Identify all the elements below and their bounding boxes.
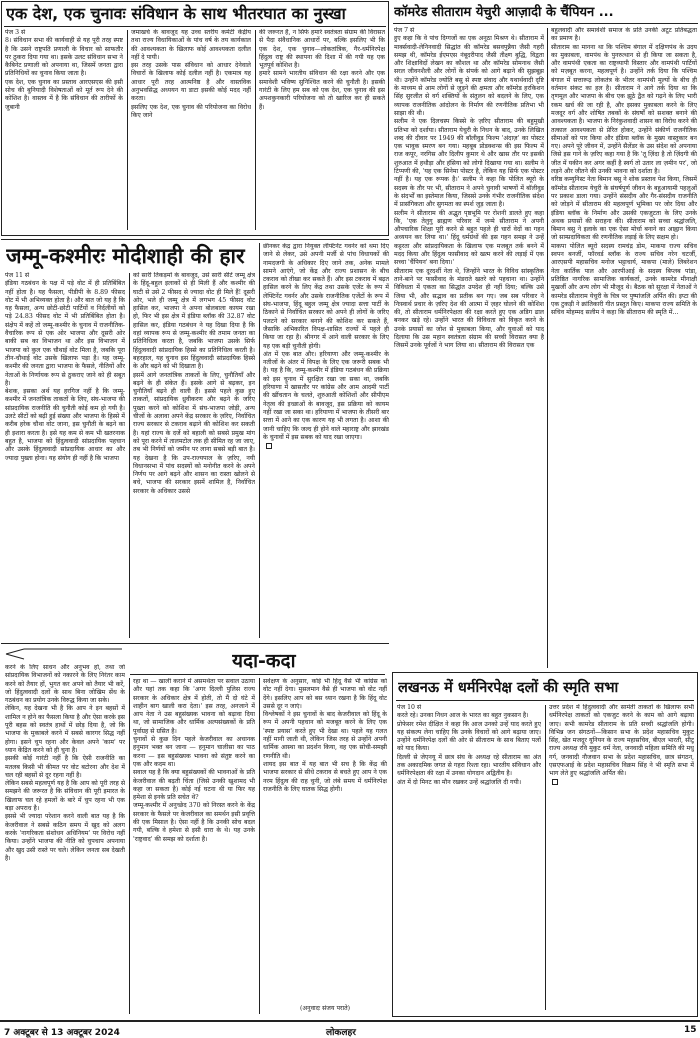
column-divider: [259, 678, 260, 1014]
column-text: पेज 10 से करते रहे। उनका निधन आज के भारत का बहुत नुकसान है। प्रोफेसर रमेश दीक्षित ने कहा कि आज उनको उन्हें याद करते हुए यह संकल्प लेना चाहिए कि उनके विचारों को आगे बढ़ाया जाए। उन्होंने धर्मनिरपेक्ष दलों की ओर से सीताराम के साथ बिताए पलों को याद किया। दिल्ली से जेएनयू में छात्र संघ के अध्यक्ष रहे सीताराम का अंत तक अकादमिक जगत से गहरा रिश्ता रहा। भारतीय संविधान और धर्मनिरपेक्षता की रक्षा में उनका योगदान अद्वितीय है। अंत में दो मिनट का मौन रखकर उन्हें श्रद्धांजलि दी गयी।: [397, 704, 541, 786]
column-divider: [129, 273, 130, 638]
column-text: पेज 11 से इंडिया गठबंधन के पक्ष में पड़े वोट में ही प्रतिबिंबित नहीं होता है। यह फैसला, पीडीपी के 8.89 फीसद वोट में भी अभिव्यक्त होता है। और बात जो यह है कि यह फैसला, अन्य छोटी-छोटी पार्टियों व निर्दलीयों को पड़े 24.83 फीसद वोट में भी प्रतिबिंबित होता है। संक्षेप में कहें तो जम्मू-कश्मीर के चुनाव में राजनीतिक-वैचारिक रूप से एक ओर भाजपा और दूसरी ओर बाकी सब का विभाजन था और इस विभाजन में भाजपा को कुल एक चौथाई वोट मिला है, जबकि पूरा तीन-चौथाई वोट उसके खिलाफ पड़ा है। यह जम्मू-कश्मीर की जनता द्वारा भाजपा के फैसले, नीतियों और नेताओं के निर्णायक रूप से ठुकराए जाने को ही सबूत है। बेशक, इसका अर्थ यह हरगिज नहीं है कि जम्मू-कश्मीर में जनतांत्रिक ताकतों के लिए, संघ-भाजपा की सांप्रदायिक राजनीति की चुनौती कोई कम हो गयी है। उलटे सीटों को बढ़ी हुई संख्या और भाजपा के हिस्से में करीब हरेक चौथा वोट जाना, इस चुनौती के बढ़ने का ही इशारा करता है। इसे यह कम से कम भी खतरनाक बहुत है, भाजपा को हिंदुत्ववादी सांप्रदायिक पहचान और उसके हिंदुत्ववादी सांप्रदायिक आधार का और ज्यादा पुख्ता होना। यह संयोग ही नहीं है कि भाजपा: [5, 272, 125, 462]
article-column: [131, 29, 251, 233]
column-text: पेज 7 से हुए कहा कि वे पांच दिग्गजों का एक अनूठा मिश्रण थे। सीताराम में मार्क्सवादी-लेनिनवादी सिद्धांत की कॉमरेड बसवपुन्नैया जैसी गहरी समझ थी, कॉमरेड ईएमएस नंबूदरीपाद जैसी तीक्ष्ण बुद्धि, विद्वता और शिक्षाविदों लेखन का कौशल था और कॉमरेड सोमनाथ जैसी सरल जीवनशैली और लोगों के संपर्क को आगे बढ़ाने की सुझबूझ थी। उन्होंने कॉमरेड ज्योति बसु से स्पष्ट संवाद और यथार्थवादी दृष्टि के माध्यम से आम लोगों से जुड़ने की क्षमता और कॉमरेड हरकिशन सिंह सुरजीत से वर्ग शक्तियों के संतुलन को बदलने के लिए, एक व्यापक राजनीतिक आंदोलन के निर्माण की रणनीतिक प्रतिभा भी साझा की थी। सलीम ने एक दिलचस्प किस्से के ज़रिए सीताराम की बहुमुखी प्रतिभा को दर्शाया। सीताराम येचुरी के निधन के बाद, उनके लिखित शब्द की दीवार पर 1949 की बॉलीवुड फिल्म 'अंदाज़' का पोस्टर एक भावुक स्मरण बन गया। महबूब प्रोडक्शन्स की इस फिल्म में राज कपूर, नरगिस और दिलीप कुमार थे और खास तौर पर इसकी शुरुआत में हथौड़ा और हंसिया को लोगो दिखाया गया था। सलीम ने टिप्पणी की, 'यह एक सिनेमा पोस्टर है, लेकिन यह सिर्फ एक पोस्टर नहीं है। यह एक रूपक है।' सलीम ने कहा कि पोलित ब्यूरो के सदस्य के तौर पर भी, सीताराम ने अपने चुनावी भाषणों में बॉलीवुड के संदर्भों का इस्तेमाल किया, जिससे उनके गंभीर राजनीतिक संदेश में प्रासंगिकता और सुगमता का स्पर्श जुड़ जाता है। सलीम ने सीताराम की अद्भुत पृष्ठभूमि पर रोशनी डालते हुए कहा कि, 'एक तेलुगु ब्राह्मण परिवार में जन्मे सीताराम ने अपनी औपचारिक शिक्षा पूरी करने से बहुत पहले ही चारों वेदों का गहन अध्ययन कर लिया था।' हिंदू धर्मग्रंथों की इस गहन समझ ने उन्हें कट्टरता और सांप्रदायिकता के खिलाफ एक मजबूत तर्क बनने में मदद किया और हिंदुत्व फासीवाद को खत्म करने की लड़ाई में एक सच्चा 'चैंपियन' बना दिया।' सीताराम एक दूरदर्शी नेता थे, जिन्होंने भारत के विविध सांस्कृतिक ताने-बाने पर फासीवाद के मंडराते खतरे को पहचाना था। उन्होंने विविधता में एकता का सिद्धांत उपदेश ही नहीं दिया; बल्कि उसे जिया भी, और सद्भाव का प्रतीक बन गए। जब सब परिवार ने निःस्वार्थ प्रचार के ज़रिए देश की आत्मा में ज़हर घोलने की कोशिश की, तो सीताराम धर्मनिरपेक्षता की रक्षा करते हुए एक अडिग ढाल बनकर खड़े रहे। उन्होंने भारत की विविधता को विकृत करने के उनके प्रयासों का जोश से मुकाबला किया, और युवाओं को याद दिलाया कि उस महान स्वतंत्रता संग्राम की सच्ची विरासत क्या है जिसमें उनके पूर्वजों ने भाग लिया था। सीताराम की विरासत एक: [394, 27, 544, 350]
column-text: की जरूरत है, न सिर्फ हमारे स्वतंत्रता संग्राम की विरासत से पैदा संवैधानिक आधारों पर, बल्कि इसलिए भी कि एक देश, एक चुनाव—लोकतांत्रिक, गैर-धर्मनिरपेक्ष हिंदुत्व राष्ट्र की स्थापना की दिशा में की गयी यह एक भूतपूर्व कोशिश है। हमारे सामने भारतीय संविधान की रक्षा करने और एक समावेशी भविष्य सुनिश्चित करने की चुनौती है। इसकी गारंटी के लिए हम सब को एक देश, एक चुनाव की इस अपशकुनकारी परियोजना को तो खारिज कर ही सकते हैं।: [259, 29, 385, 111]
section-divider: [1, 239, 389, 240]
headline-yada-kada: यदा-कदा: [232, 650, 296, 672]
column-text: उत्तर प्रदेश में हिंदुत्ववादी और सामंती ताकतों के खिलाफ सभी धर्मनिरपेक्ष ताकतों को एकजुट करने के काम को आगे बढ़ाया जाए। सभी कामरेड सीताराम के प्रति सच्ची श्रद्धांजलि होगी। विभिन्न जन संगठनों—किसान सभा के प्रदेश महासचिव मुकुट सिंह, खेत मजदूर यूनियन के राज्य महासचिव, बीएल भारती, सीटू राज्य अध्यक्ष रवि मुकुट धर्म नेता, जनवादी महिला समिति की मधु गर्ग, जनवादी नौजवान सभा के प्रदेश महासचिव, छात्र संगठन, एसएफआई के प्रदेश महासचिव विक्रम सिंह ने भी स्मृति सभा में भाग लेते हुए श्रद्धांजलि अर्पित की।: [549, 704, 694, 778]
article-column: [397, 704, 541, 1014]
column-divider: [259, 243, 260, 638]
article-column: [5, 664, 125, 1016]
footer-date: 7 अक्टूबर से 13 अक्टूबर 2024: [4, 1028, 120, 1038]
article-column: [263, 678, 387, 996]
column-text: जमाखर्च के बावजूद यह उच्च स्तरीय कमेटी केंद्रीय तथा राज्य विधायिकाओं के पांच वर्ष के तय कार्यकाल की आवश्यकता के खिलाफ कोई आवश्यकता दलील नहीं दे पायी। इस तरह उसके पास संविधान को आधार देनेवाले विचारों के खिलाफ कोई दलील नहीं है। एकमात्र यह आधार पूरी तरह आत्मनिष्ठ है और वास्तविक अनुभवसिद्ध अध्ययन या डाटा इसकी कोई मदद नहीं करता। इसलिए एक देश, एक चुनाव की परियोजना का विरोध किए जाने: [131, 29, 251, 119]
headline-one-nation-one-election: एक देश, एक चुनावः संविधान के साथ भीतरघात का नुस्खा: [6, 4, 346, 23]
article-column: [133, 678, 255, 1016]
column-text: सर्वेक्षण के अनुसार, कोई भी हिंदू वैसे भी कांग्रेस को वोट नहीं देगा। मुसलमान वैसे ही भाजपा को वोट नहीं देंगे। इसलिए आप को बस ध्यान रखना है कि हिंदू वोट उससे दूर न जाएं। विश्लेषकों ने इस चुनावों के बाद केजरीवाल को हिंदू के रूप में अपनी पहचान को मजबूत करने के लिए एक 'स्पष्ट प्रयास' करते हुए भी देखा था। पहले यह गलत नहीं मानी जाती थी, लेकिन जिस तरह से उन्होंने अपनी धार्मिक आस्था का प्रदर्शन किया, वह एक सोची-समझी रणनीति थी। शायद इस बात में यह बात भी सच है कि केंद्र की भाजपा सरकार से सीधे टकराव से बचते हुए आप ने एक नरम हिंदुत्व की राह चुनी, जो लंबे समय में धर्मनिरपेक्ष राजनीति के लिए घातक सिद्ध होगी।: [263, 678, 387, 793]
headline-underline: [396, 700, 694, 701]
article-column: [133, 272, 255, 640]
headline-underline: [130, 674, 385, 675]
headline-underline: [393, 23, 698, 24]
headline-lucknow-memorial: लखनऊ में धर्मनिरपेक्ष दलों की स्मृति सभा: [398, 680, 619, 696]
end-of-article-mark: [552, 779, 558, 785]
column-divider: [547, 28, 548, 668]
article-column: [549, 704, 694, 1014]
scissors-icon: [4, 647, 124, 661]
article-column: [5, 272, 125, 640]
headline-jammu-kashmir: जम्मू-कश्मीरः मोदीशाही की हार: [6, 244, 245, 268]
column-divider: [545, 705, 546, 1010]
headline-comrade-sitaram: कॉमरेड सीताराम येचुरी आज़ादी के चैंपियन ...: [394, 5, 614, 20]
article-column: [551, 27, 697, 669]
page-footer: [0, 1022, 700, 1038]
article-column: [5, 29, 123, 233]
column-text: बहुलवादी और समावेशी समाज के प्रति उनकी अटूट प्रतिबद्धता का प्रमाण है। सीताराम का मानना था कि पश्चिम बंगाल में दक्षिणपंथ के उदय का मुकाबला, वामपंथ के पुनरुत्थान से ही किया जा सकता है, और वामपंथी एकता का राष्ट्रव्यापी विस्तार और वामपंथी पार्टियों को मज़बूत करना, महत्वपूर्ण है। उन्होंने तर्क दिया कि पश्चिम बंगाल में सत्तारूढ़ लोकतंत्र के भीतर वामपंथी मूल्यों के बीच ही वर्तमान संकट का हल है। सीताराम ने आगे तर्क दिया था कि तृणमूल और भाजपा के बीच एक झूठे द्वैत को गढ़ने के लिए भारी रकम खर्च की जा रही है, और इसका मुकाबला करने के लिए मजदूर वर्ग और शोषित तबकों के संघर्षों को सशक्त बनाने की आवश्यकता है। भाजपा के निरंकुशवादी शासन का विरोध करने की तत्काल आवश्यकता से प्रेरित होकर, उन्होंने संकीर्ण राजनीतिक सीमाओं को पार किया और इंडिया ब्लॉक के मुख्य वास्तुकार बन गए। अपने पूरे जीवन में, उन्होंने सैलेंडर के उस संदेश को अपनाया जिसे इस गाने के ज़रिए कहा गया है कि 'तू ज़िंदा है तो ज़िंदगी की जीत में यकीन कर अगर कहीं है स्वर्ग तो उतार ला ज़मीन पर', जो लड़ने और जीतने की उनकी भावना को दर्शाता है। वरिष्ठ कम्युनिस्ट नेता बिमान बसु ने शोक प्रस्ताव पेश किया, जिसमें कॉमरेड सीताराम येचुरी के संघर्षपूर्ण जीवन के बहुआयामी पहलुओं पर प्रकाश डाला गया। उन्होंने संसदीय और गैर-संसदीय राजनीति को जोड़ने में सीताराम की महत्वपूर्ण भूमिका पर जोर दिया और इंडिया ब्लॉक के निर्माण और उसकी एकजुटता के लिए उनके अथक प्रयासों की सराहना की। सीताराम को सच्चा श्रद्धांजलि, बिमान बसु ने इलाके का एक ऐसा मोर्चा बनाने का आह्वान किया जो साम्प्रदायिकता की रणनीतिक लड़ाई के लिए सक्षम हो। माकपा पोलित ब्यूरो सदस्य रामचंद्र डोम, माकपा राज्य सचिव स्वपन बनर्जी, फॉरवर्ड ब्लॉक के राज्य सचिव नरेन चटर्जी, आरएसपी महासचिव मनोज भट्टाचार्य, माकपा (माले) लिबरेशन नेता कार्तिक पाल और आरपीआई के सदस्य बिप्लब पांडा, प्रतिष्ठित नागरिक सामाजिक कार्यकर्ता, उनके कामरेड मीनाक्षी मुखर्जी और अन्य लोग भी मौजूद थे। बैठक को सुरक्षा में नेताओं ने कामरेड सीताराम येचुरी के चित्र पर पुष्पांजलि अर्पित की। इप्टा की एक टुकड़ी ने क्रांतिकारी गीत प्रस्तुत किए। माकपा राज्य समिति के सचिव मोहम्मद सलीम ने कहा कि सीताराम की स्मृति में...: [551, 27, 697, 317]
translator-credit: (अनुवादः संजय पराते): [300, 1005, 351, 1012]
column-text: को सारी तिकड़मों के बावजूद, उसे सारी सीटें जम्मू क्षेत्र के हिंदू-बहुल इलाकों से ही मिली हैं और कश्मीर की घाटी से उसे 2 फीसद से ज्यादा वोट ही मिले हैं! दूसरी ओर, भले ही जम्मू क्षेत्र में लगभग 45 फीसद वोट हासिल कर, भाजपा ने अपना बोलबाला कायम रखा हो, फिर भी इस क्षेत्र में इंडिया ब्लॉक की 32.87 वोट हासिल कर, इंडिया गठबंधन ने यह दिखा दिया है कि वहां व्यापक रूप से जम्मू-कश्मीर की तमाम जनता का प्रतिनिधित्व करता है, जबकि भाजपा उसके सिर्फ हिंदुत्ववादी सांप्रदायिक हिस्से का प्रतिनिधित्व करती है। बहरहाल, यह चुनाव इस हिंदुत्ववादी सांप्रदायिक हिस्से के और बढ़ने को भी दिखाता है। इसमें आगे जनतांत्रिक ताकतों के लिए, चुनौतियाँ और बढ़ने के ही संकेत हैं। इसके आगे से बढ़कर, इन चुनौतियाँ बढ़ने ही वाली हैं। इससे पहले कुछ हुए ताकतों, सांप्रदायिक ध्रुवीकरण और बढ़ने के जरिए पुख्ता करने को कोशिश में संघ-भाजपा जोड़ी, अन्य चीजों के अलावा अपने केंद्र सरकार के ज़रिए, निर्वाचित राज्य सरकार से टकराव बढ़ाने की कोशिश कर सकती है। यहां राज्य के दर्जे को बहाली को सबसे प्रमुख मांग को पूरा करने में तालमटोल तक ही सीमित रह जा जाए, तब भी निर्णयों को जमीन पर लाना सबसे बड़ी बात है। यह देखना है कि उप-राज्यपाल के ज़रिए, नयी विधानसभा में पांच सदस्यों को मनोनीत करने के अपने निर्णय पर आगे बढ़ने और शासन का रास्ता खोलने से बचे, भाजपा की सरकार इसमें शामिल है, निर्वाचित सरकार के अधिकार उससे: [133, 272, 255, 495]
column-text: रहा था — खाली कराने में असमर्थता पर सवाल उठाया और यहां तक कहा कि 'अगर दिल्ली पुलिस राज्य सरकार के अधिकार क्षेत्र में होती, तो मैं दो घंटे में शाहीन बाग खाली करा देता।' इस तरह, अनजाने में आप नेता ने उस बहुसंख्यक भावना को बढ़ावा दिया था, जो सामाजिक और धार्मिक अल्पसंख्यकों के प्रति पूर्वाग्रह से ग्रसित है। चुनावों से कुछ दिन पहले केजरीवाल का अचानक हनुमान भक्त बन जाना — हनुमान चालीसा का पाठ करना — इस बहुसंख्यक भावना को संतुष्ट करने का एक और कदम था। सवाल यह है कि क्या बहुसंख्यकों की भावनाओं के प्रति केजरीवाल की बढ़ती चिंता (जिसे उनकी खुशामद भी कहा जा सकता है) कोई नई घटना थी या फिर यह हमेशा से इनके प्रति सचेत थे? जम्मू-कश्मीर में अनुच्छेद 370 को निरस्त करने के केंद्र सरकार के फैसले पर केजरीवाल का समर्थन इसी प्रवृत्ति की एक मिसाल है। ऐसा नहीं है कि उनकी सोच बदल गयी, बल्कि वे हमेशा से इसी धारा के थे। यह उनके 'राष्ट्रवाद' की समझ को दर्शाता है।: [133, 678, 255, 843]
column-text: पेज 3 से 8। संविधान सभा की कार्यवाही से यह पूरी तरह स्पष्ट है कि उसने राष्ट्रपति प्रणाली के विचार को साफतौर पर ठुकरा दिया गया था। इसके उलट संविधान सभा ने कैबिनेट प्रणाली को अपनाया था, जिसमें जनता द्वारा प्रतिनिधियों का चुनाव किया जाता है। एक देश, एक चुनाव का प्रस्ताव आरएसएस की इसी सोच की बुनियादी विशेषताओं को मूर्त रूप देने की कोशिश है। वास्तव में है कि संविधान की तारीफों के जुबानी: [5, 29, 123, 111]
column-text: छीनकर केंद्र द्वारा नियुक्त लेफ्टिनेंट गवर्नर को थमा दिए जाने से लेकर, उसे अपनी मर्जी से पांच विधायकों की नामदजगी के अधिकार दिए जाने तक, अनेक मामले सामने आएंगे, जो केंद्र और राज्य प्रशासन के बीच टकराव को तीखा कर सकते हैं। और इस टकराव में बढ़त हासिल करने के लिए केंद्र तथा उसके एजेंट के रूप में लेफ्टिनेंट गवर्नर और उसके राजनीतिक एजेंटों के रूप में संघ-भाजपा, हिंदू बहुल जम्मू क्षेत्र ज्यादा सत्ता पार्टी के ठिकाने से निर्वाचित सरकार को अपने ही लोगों के जरिए पलटने को सरकार बनाने की कोशिश कर सकते हैं, जैसाकि अभिकारित विपक्ष-शासित राज्यों में पहले ही किया जा रहा है। श्रीनगर में आने वाली सरकार के लिए यह एक बड़ी चुनौती होगी। अंत में एक बात और। हरियाणा और जम्मू-कश्मीर के नतीजों के अंतर में विपक्ष के लिए एक जरूरी सबक भी है। यह है कि, जम्मू-कश्मीर में इंडिया गठबंधन की प्रक्रिया को इस चुनाव में सुरक्षित रखा जा सका था, जबकि हरियाणा में खासतौर पर कांग्रेस और आम आदमी पार्टी की खींचतान के चलते, शुरुआती कोशिशों और सीपीएम नेतृत्व की इच्छाओं के बावजूद, इस प्रक्रिया को कायम नहीं रखा जा सका था। हरियाणा में भाजपा के तीसरी बार सत्ता में आने का एक कारण यह भी लगता है। आशा की जानी चाहिए कि जल्द ही होने वाले महाराष्ट्र और झारखंड के चुनावों में इस सबक को याद रखा जाएगा।: [263, 243, 389, 441]
section-divider: [1, 643, 389, 644]
footer-page-number: 15: [684, 1025, 697, 1035]
footer-paper-name: लोकलहर: [326, 1028, 356, 1038]
article-column: [394, 27, 544, 669]
column-divider: [127, 30, 128, 230]
column-divider: [129, 678, 130, 1014]
column-text: करने के लिए साधन और अनुभव हो, तथा जो सांप्रदायिक विभाजनों को नकारने के लिए निरंतर काम करने को तैयार हों, भुगत कर अपने को तैयार भी करें, जो हिंदुत्ववादी दलों के साथ बिना जोखिम सेंध के गठबंधन का प्रयोग उनके विरुद्ध किया जा सके। लेकिन, यह देखना भी है कि आप ने इन बहसों में शामिल न होने का फैसला किया है और ऐसा करके इस पूरी बहस को स्वतंत्र हाथों में छोड़ दिया है, जो कि भाजपा के मुकाबले करने में सबसे कारगर सिद्ध नहीं होगा। इसने चुप रहना और केवल अपने 'काम' पर ध्यान केंद्रित करने को ही चुना है। इसकी कोई गारंटी नहीं है कि ऐसी राजनीति का मतलब किसी भी कीमत पर वोट बटोरना और देश में चल रही बहसों से दूर रहना नहीं है। लेकिन सबसे महत्वपूर्ण यह है कि आप को पूरी तरह से समझने की जरूरत है कि संविधान की पूरी इमारत के खिलाफ चल रहे हमलों के बारे में चुप रहना भी एक बड़ा अपराध है। इससे भी ज्यादा परेशान करने वाली बात यह है कि केजरीवाल ने सबसे कठिन समय में खुद को अलग करके 'नागरिकता संशोधन अधिनियम' पर विरोध नहीं किया। उन्होंने भाजपा की नीति को चुपचाप अपनाया और खुद उसी रास्ते पर चले। लेकिन जनता सब देखती है।: [5, 664, 125, 862]
article-column: [263, 243, 389, 640]
column-divider: [255, 30, 256, 230]
end-of-article-mark: [266, 443, 272, 449]
article-column: [259, 29, 385, 233]
headline-underline: [4, 26, 386, 27]
